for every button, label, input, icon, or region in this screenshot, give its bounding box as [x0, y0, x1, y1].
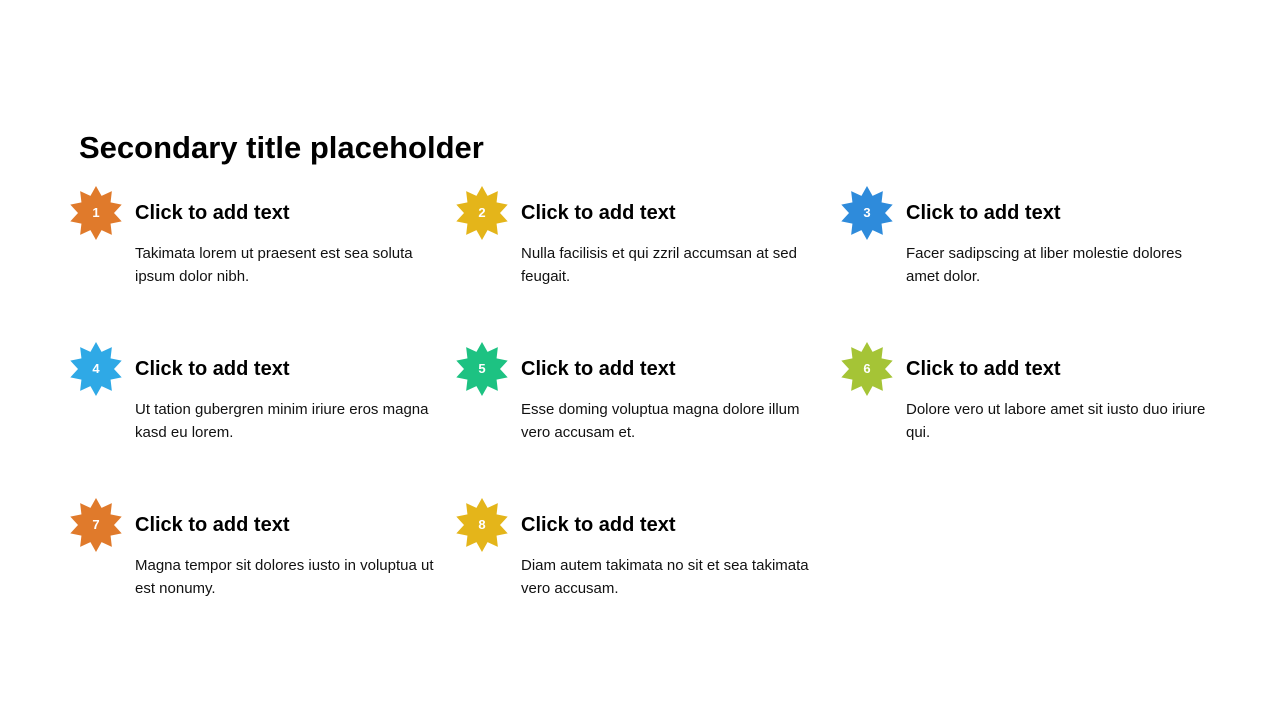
item-heading[interactable]: Click to add text	[906, 202, 1061, 224]
item-body[interactable]: Ut tation gubergren minim iriure eros magna kasd eu lorem.	[135, 401, 429, 441]
item-body[interactable]: Esse doming voluptua magna dolore illum vero accusam et.	[521, 401, 800, 441]
star-badge-icon	[69, 342, 123, 396]
item-heading[interactable]: Click to add text	[906, 358, 1061, 380]
item-heading[interactable]: Click to add text	[135, 202, 290, 224]
item-heading[interactable]: Click to add text	[135, 514, 290, 536]
star-badge-icon	[455, 498, 509, 552]
star-badge-icon	[455, 186, 509, 240]
list-item	[69, 186, 454, 316]
badge-number: 8	[478, 517, 486, 532]
item-body[interactable]: Nulla facilisis et qui zzril accumsan at sed feugait.	[521, 245, 797, 285]
star-badge-icon	[69, 498, 123, 552]
badge-number: 1	[92, 205, 100, 220]
item-body[interactable]: Magna tempor sit dolores iusto in voluptua ut est nonumy.	[135, 557, 434, 597]
list-item	[455, 342, 840, 472]
list-item	[69, 498, 454, 628]
star-badge-icon	[840, 186, 894, 240]
item-heading[interactable]: Click to add text	[521, 358, 676, 380]
item-heading[interactable]: Click to add text	[135, 358, 290, 380]
badge-number: 6	[863, 361, 871, 376]
badge-number: 5	[478, 361, 486, 376]
badge-number: 3	[863, 205, 871, 220]
slide-title[interactable]: Secondary title placeholder	[79, 130, 484, 165]
item-body[interactable]: Dolore vero ut labore amet sit iusto duo iriure qui.	[906, 401, 1206, 441]
list-item	[455, 186, 840, 316]
star-badge-icon	[69, 186, 123, 240]
star-badge-icon	[455, 342, 509, 396]
badge-number: 7	[92, 517, 100, 532]
star-badge-icon	[840, 342, 894, 396]
list-item	[69, 342, 454, 472]
badge-number: 2	[478, 205, 486, 220]
list-item	[840, 342, 1225, 472]
list-item	[840, 186, 1225, 316]
item-body[interactable]: Facer sadipscing at liber molestie dolores amet dolor.	[906, 245, 1182, 285]
item-body[interactable]: Takimata lorem ut praesent est sea soluta ipsum dolor nibh.	[135, 245, 413, 285]
item-heading[interactable]: Click to add text	[521, 202, 676, 224]
badge-number: 4	[92, 361, 100, 376]
item-heading[interactable]: Click to add text	[521, 514, 676, 536]
item-body[interactable]: Diam autem takimata no sit et sea takimata vero accusam.	[521, 557, 809, 597]
list-item	[455, 498, 840, 628]
